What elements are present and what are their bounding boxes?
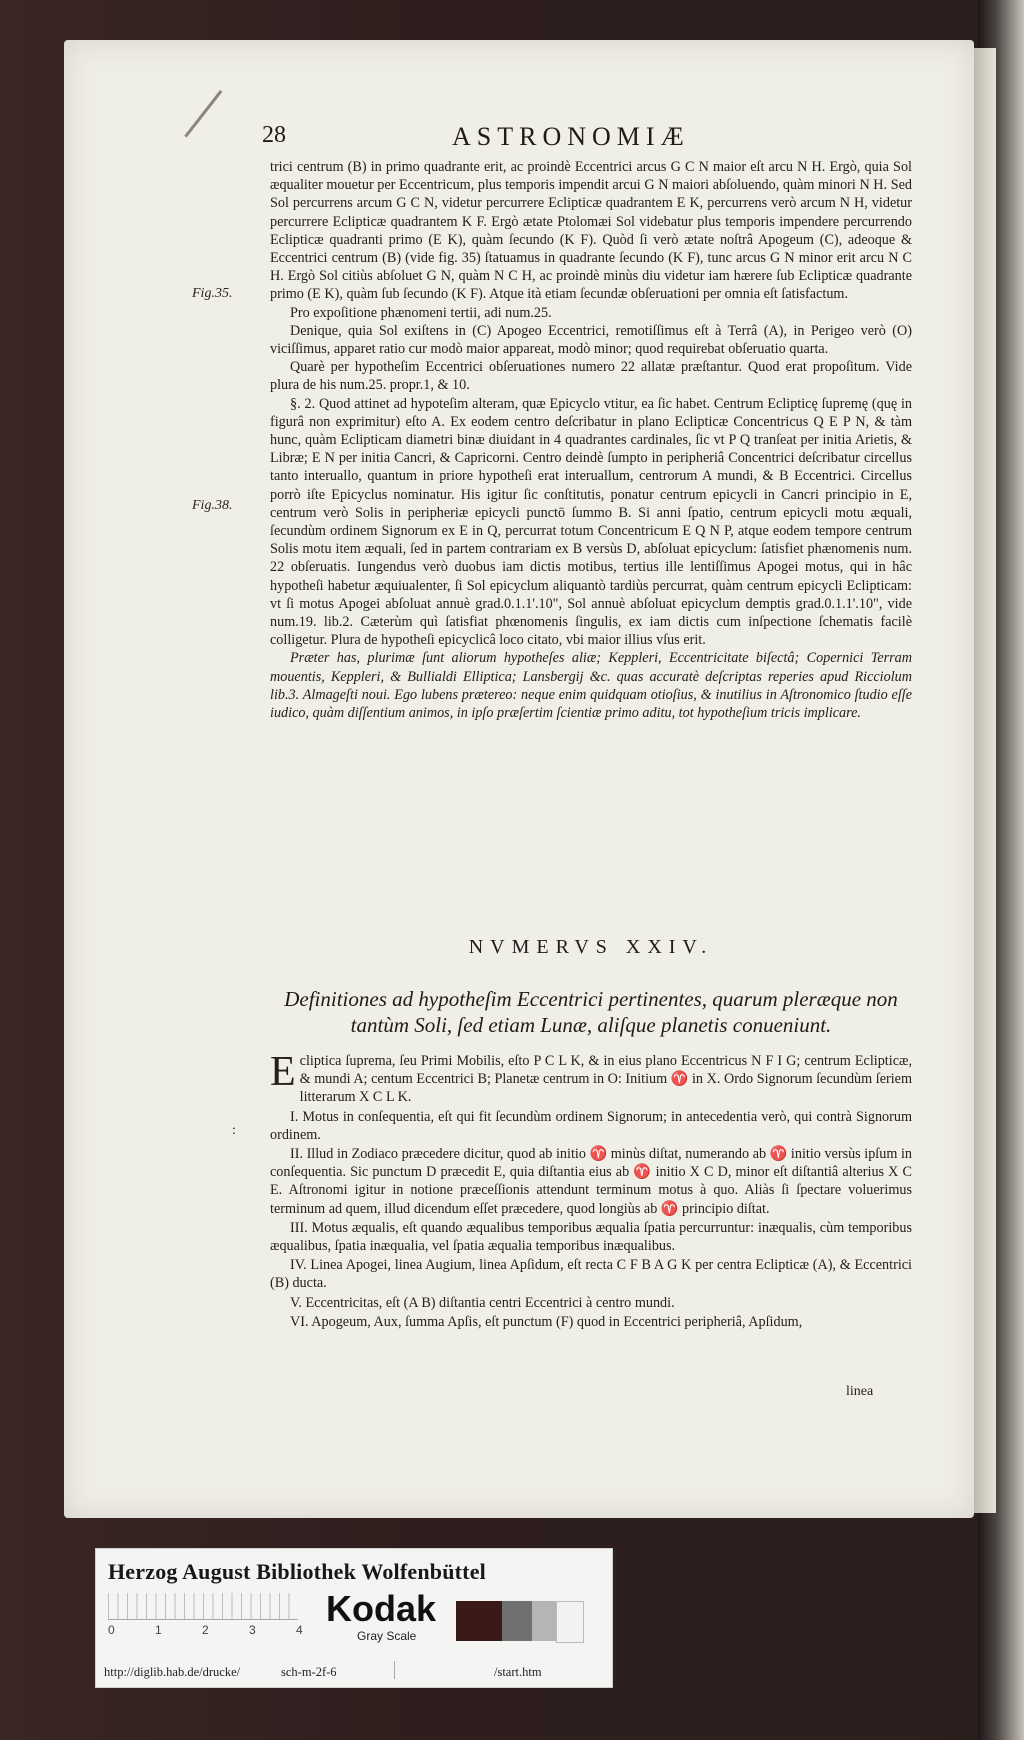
definition-item: II. Illud in Zodiaco præcedere dicitur, quod ab initio ♈ minùs diſtat, numerando ab ♈ initio versùs ipſum in conſequentia. Sic punctum D præcedit E, quia diſtantia eius ab ♈ initio X C D, minor eſt diſtantiâ alterius X C E. Aſtronomi igitur in notione præceſſionis attendunt terminum motus à quo. Aliàs ſi ſpectare voluerimus terminum ad quem, illud dicendum eſſet præcedere, quod longiùs ab ♈ principio diſtat. [270,1146,912,1217]
gray-swatch [556,1601,584,1643]
paragraph: Præter has, plurimæ ſunt aliorum hypotheſes aliæ; Keppleri, Eccentricitate biſectâ; Copernici Terram mouentis, Keppleri, & Bullialdi Elliptica; Lansbergij &c. quas accuratè deſcriptas reperies apud Ricciolum lib.3. Almageſti noui. Ego lubens prætereo: neque enim quidquam otioſius, & inutilius in Aſtronomico ſtudio eſſe iudico, quàm diſſentium animos, in ipſo præſertim ſcientiæ primo aditu, tot hypotheſium tricis implicare. [270,650,912,722]
running-title: ASTRONOMIÆ [452,122,690,151]
paragraph: Denique, quia Sol exiſtens in (C) Apogeo Eccentrici, remotiſſimus eſt à Terrâ (A), in Perigeo verò (O) viciſſimus, apparet ratio cur modò maior appareat, modò minor; quod requirebat obſeruatio quarta. [270,322,912,358]
section-heading: NVMERVS XXIV. [468,936,714,958]
ruler-number: 1 [155,1623,162,1637]
url-right: /start.htm [494,1665,542,1679]
page-number: 28 [262,122,286,148]
ruler-number: 3 [249,1623,256,1637]
definitions-intro [270,1049,912,1107]
adjacent-page-edge [974,48,996,1513]
margin-note-fig38: Fig.38. [192,498,233,513]
ruler-number: 2 [202,1623,209,1637]
url-left: http://diglib.hab.de/drucke/ [104,1665,241,1679]
kodak-logo: Kodak [326,1588,437,1629]
drop-cap: E [270,1049,296,1095]
gray-swatch [532,1601,556,1641]
body-text [270,158,912,722]
definition-item: VI. Apogeum, Aux, ſumma Apſis, eſt punctum (F) quod in Eccentrici peripheriâ, Apſidum, [290,1313,803,1330]
definition-item: III. Motus æqualis, eſt quando æqualibus temporibus æqualia ſpatia percurruntur: inæqualis, cùm temporibus æqualibus, ſpatia inæqualia, vel ſpatia æqualia temporibus inæqualibus. [270,1219,912,1255]
margin-note-fig35: Fig.35. [192,286,233,301]
section-subtitle: Definitiones ad hypotheſim Eccentrici pertinentes, quarum pleræque non tantùm Soli, ſed etiam Lunæ, aliſque planetis conueniunt. [284,987,898,1037]
library-color-strip [95,1548,613,1688]
catchword: linea [846,1384,874,1399]
gray-swatch [456,1601,502,1641]
shelfmark: sch-m-2f-6 [281,1665,337,1679]
definitions [270,1049,912,1332]
definition-item: IV. Linea Apogei, linea Augium, linea Apſidum, eſt recta C F B A G K per centra Eclipticæ (A), & Eccentrici (B) ducta. [270,1257,912,1292]
paragraph: Pro expoſitione phænomeni tertii, adi num.25. [290,304,552,321]
gray-scale-label: Gray Scale [357,1629,417,1643]
paragraph: trici centrum (B) in primo quadrante erit, ac proindè Eccentrici arcus G C N maior eſt arcu N H. Ergò, quia Sol æqualiter mouetur per Eccentricum, plus temporis impendit arcui G N maiori abſoluendo, quàm minori N H. Sed Sol percurrens arcum G C N, videtur percurrere Eclipticæ quadrantem E K, percurrens verò arcum N H, videtur percurrere Eclipticæ quadrantem K F. Ergò ætate Ptolomæi Sol videbatur plus temporis impendere percurrendo Eclipticæ quadranti primo (E K), quàm ſecundo (K F). Quòd ſi verò ætate noſtrâ Apogeum (C), adeoque & Eccentrici centrum (B) (vide fig. 35) ſtatuamus in quadrante ſecundo (K F), tunc arcus G N minor erit arcu N C H. Ergò Sol citiùs abſoluet G N, quàm N C H, ac proindè minùs diu videtur iam hærere ſub Eclipticæ quadrante primo (E K), quàm ſub ſecundo (K F). Atque ità etiam ſecundæ obſeruationi per omnia eſt ſatisfactum. [270,159,912,303]
paragraph: §. 2. Quod attinet ad hypoteſim alteram, quæ Epicyclo vtitur, ea ſic habet. Centrum Eclipticę ſupremę (quę in figurâ non exprimitur) eſto A. Ex eodem centro deſcribatur in plano Eclipticæ Concentricus Q E P N, & tàm hunc, quàm Eclipticam diametri binæ diuidant in 4 quadrantes cardinales, ſic vt P Q tranſeat per initia Arietis, & Libræ; E N per initia Cancri, & Capricorni. Centro deindè ſumpto in peripheriâ Concentrici deſcribatur circellus tanto interuallo, quantum in priore hypotheſi erat interuallum, centrorum A mundi, & B Eccentrici. Circellus porrò iſte Epicyclus nominatur. His igitur ſic conſtitutis, ponatur centrum epicycli in Cancri principio in E, centrum verò Solis in peripheriæ epicycli punctō ſummo B. Si anni ſpatio, centrum epicycli motu æquali, ſecundùm ordinem Signorum ex E in Q, percurrat totum Concentricum E Q N P, atque eodem tempore centrum Solis motu item æquali, ſed in partem contrariam ex B versùs D, abſoluat epicyclum: ſatisfiet phænomenis num. 22 obſeruatis. Iungendus verò duobus iam dictis motibus, tertius ille lentiſſimus Apogei motus, qui in hâc hypotheſi habetur æquiualenter, ſi Sol epicyclum aliquantò tardiùs percurrat, quàm centrum epicycli Eclipticam: vt ſi motus Apogei abſoluat annuè grad.0.1.1'.10", Sol annuè abſoluat epicyclum demptis grad.0.1.1'.10", vide num.19. lib.2. Cæterùm quì ſatisfiat phœnomenis ſingulis, ex iam dictis cum inſpectione ſchematis facilè colligetur. Plura de hypotheſi epicyclicâ loco citato, vbi maior illius vſus erit. [270,395,912,649]
library-title: Herzog August Bibliothek Wolfenbüttel [108,1559,486,1584]
intro-text: cliptica ſuprema, ſeu Primi Mobilis, eſto P C L K, & in eius plano Eccentricus N F I G; centrum Eclipticæ, & mundi A; centum Eccentrici B; Planetæ centrum in O: Initium ♈ in X. Ordo Signorum ſecundùm ſeriem litterarum X C L K. [299,1053,912,1106]
ruler [108,1593,298,1620]
ruler-number: 0 [108,1623,115,1637]
definition-item: V. Eccentricitas, eſt (A B) diſtantia centri Eccentrici à centro mundi. [290,1294,675,1311]
paragraph: Quarè per hypotheſim Eccentrici obſeruationes numero 22 allatæ præſtantur. Quod erat propoſitum. Vide plura de his num.25. propr.1, & 10. [270,359,912,394]
divider [394,1661,395,1679]
page-header [262,122,782,162]
definition-item: I. Motus in conſequentia, eſt qui fit ſecundùm ordinem Signorum; in antecedentia verò, qui contrà Signorum ordinem. [270,1108,912,1143]
ruler-number: 4 [296,1623,303,1637]
gray-swatch [502,1601,532,1641]
stray-mark: : [232,1123,236,1138]
